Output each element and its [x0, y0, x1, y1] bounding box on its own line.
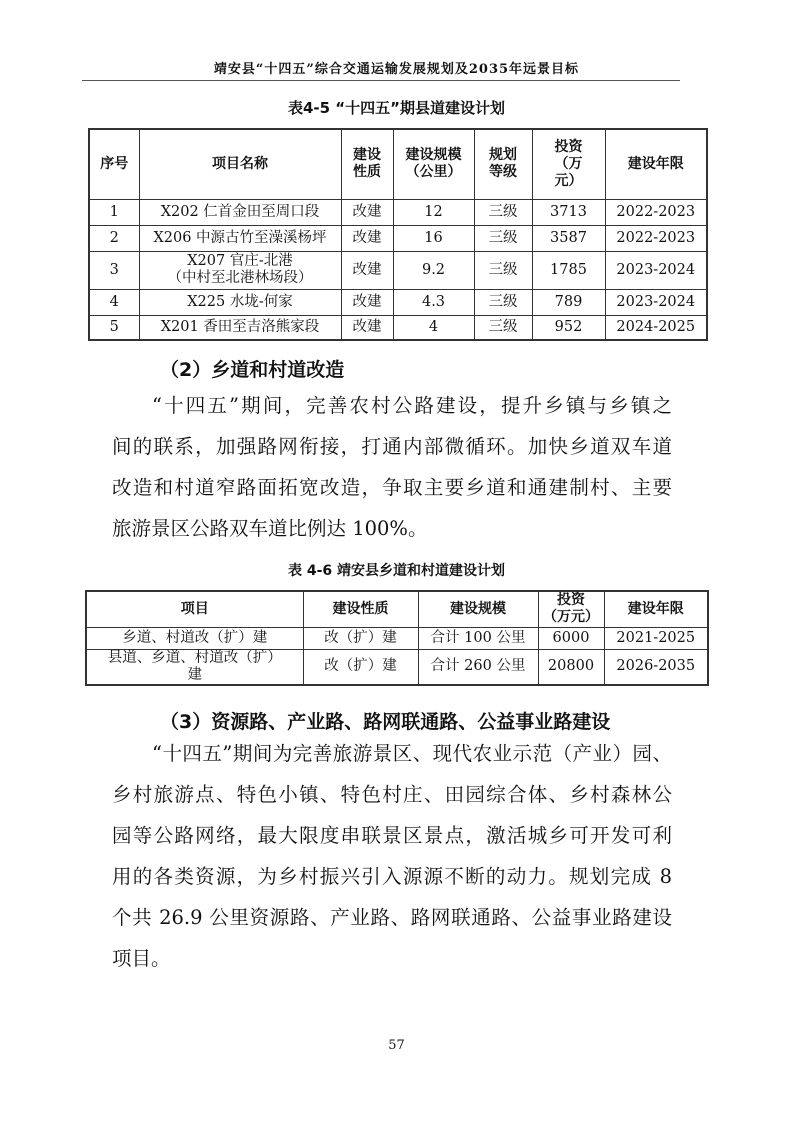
column-header: 建设性质: [303, 591, 418, 627]
table-row: [86, 627, 708, 649]
table-row: [89, 251, 707, 289]
table-cell: 乡道、村道改（扩）建: [86, 627, 303, 649]
table-cell: 三级: [474, 315, 532, 340]
table-cell: 3: [89, 251, 139, 289]
table-cell: 2024-2025: [605, 315, 707, 340]
table-cell: X202 仁首金田至周口段: [139, 199, 341, 225]
paragraph-line: 乡村旅游点、特色小镇、特色村庄、田园综合体、乡村森林公: [112, 783, 672, 806]
county-road-table: [88, 128, 708, 341]
table-cell: 改建: [341, 289, 393, 315]
column-header: 建设年限: [605, 129, 707, 199]
column-header: 建设年限: [604, 591, 708, 627]
table-cell: 3587: [532, 225, 605, 251]
table-cell: 三级: [474, 251, 532, 289]
paragraph-line: 间的联系，加强路网衔接，打通内部微循环。加快乡道双车道: [112, 435, 672, 458]
table-cell: 4.3: [393, 289, 474, 315]
table-cell: 16: [393, 225, 474, 251]
paragraph-line: “十四五”期间为完善旅游景区、现代农业示范（产业）园、: [152, 742, 672, 765]
table-cell: 县道、乡道、村道改（扩） 建: [86, 649, 303, 685]
column-header: 投资 （万元）: [538, 591, 604, 627]
table-cell: 改（扩）建: [303, 627, 418, 649]
paragraph-line: 旅游景区公路双车道比例达 100%。: [112, 517, 428, 540]
table-cell: 20800: [538, 649, 604, 685]
table-cell: X225 水垅-何家: [139, 289, 341, 315]
section2-heading: （2）乡道和村道改造: [160, 359, 345, 381]
table-cell: X206 中源古竹至澡溪杨坪: [139, 225, 341, 251]
running-header: 靖安县“十四五”综合交通运输发展规划及2035年远景目标: [213, 62, 580, 77]
column-header: 建设规模: [418, 591, 538, 627]
table-cell: 合计 100 公里: [418, 627, 538, 649]
table-cell: 改建: [341, 199, 393, 225]
table-cell: X207 官庄-北港 （中村至北港林场段）: [139, 251, 341, 289]
table-row: [86, 649, 708, 685]
table-row: [89, 289, 707, 315]
table-cell: 6000: [538, 627, 604, 649]
table-row: [89, 225, 707, 251]
table-cell: 2023-2024: [605, 289, 707, 315]
table-cell: 789: [532, 289, 605, 315]
paragraph-line: 改造和村道窄路面拓宽改造，争取主要乡道和通建制村、主要: [112, 476, 672, 499]
column-header: 项目名称: [139, 129, 341, 199]
table-cell: 三级: [474, 199, 532, 225]
table-row: [89, 315, 707, 340]
table-row: [89, 199, 707, 225]
table-cell: 952: [532, 315, 605, 340]
table-cell: 合计 260 公里: [418, 649, 538, 685]
column-header: 建设 性质: [341, 129, 393, 199]
column-header: 规划 等级: [474, 129, 532, 199]
table2-caption: 表 4-6 靖安县乡道和村道建设计划: [287, 563, 506, 579]
table-cell: 改建: [341, 315, 393, 340]
table-cell: 2021-2025: [604, 627, 708, 649]
paragraph-line: 项目。: [112, 947, 171, 970]
paragraph-line: 用的各类资源，为乡村振兴引入源源不断的动力。规划完成 8: [112, 865, 672, 888]
table-cell: 三级: [474, 225, 532, 251]
table-cell: 4: [89, 289, 139, 315]
table-cell: 2023-2024: [605, 251, 707, 289]
paragraph-line: 园等公路网络，最大限度串联景区景点，激活城乡可开发可利: [112, 824, 672, 847]
table-cell: 改建: [341, 225, 393, 251]
township-road-table: [85, 590, 709, 686]
table-cell: 1: [89, 199, 139, 225]
table-cell: 三级: [474, 289, 532, 315]
column-header: 建设规模 （公里）: [393, 129, 474, 199]
page-number: 57: [388, 1038, 405, 1053]
column-header: 投资 （万 元）: [532, 129, 605, 199]
table-cell: X201 香田至吉洛熊家段: [139, 315, 341, 340]
table-cell: 2: [89, 225, 139, 251]
table1-caption: 表4-5 “十四五”期县道建设计划: [287, 99, 506, 117]
column-header: 序号: [89, 129, 139, 199]
table-cell: 5: [89, 315, 139, 340]
table-cell: 2022-2023: [605, 225, 707, 251]
paragraph-line: “十四五”期间，完善农村公路建设，提升乡镇与乡镇之: [152, 394, 672, 417]
paragraph-line: 个共 26.9 公里资源路、产业路、路网联通路、公益事业路建设: [112, 906, 672, 929]
table-cell: 12: [393, 199, 474, 225]
table-cell: 改（扩）建: [303, 649, 418, 685]
table-cell: 4: [393, 315, 474, 340]
table-cell: 1785: [532, 251, 605, 289]
table-cell: 9.2: [393, 251, 474, 289]
table-cell: 2022-2023: [605, 199, 707, 225]
table-cell: 改建: [341, 251, 393, 289]
header-rule: [82, 80, 680, 81]
table-cell: 2026-2035: [604, 649, 708, 685]
column-header: 项目: [86, 591, 303, 627]
section3-heading: （3）资源路、产业路、路网联通路、公益事业路建设: [160, 711, 611, 733]
table-cell: 3713: [532, 199, 605, 225]
